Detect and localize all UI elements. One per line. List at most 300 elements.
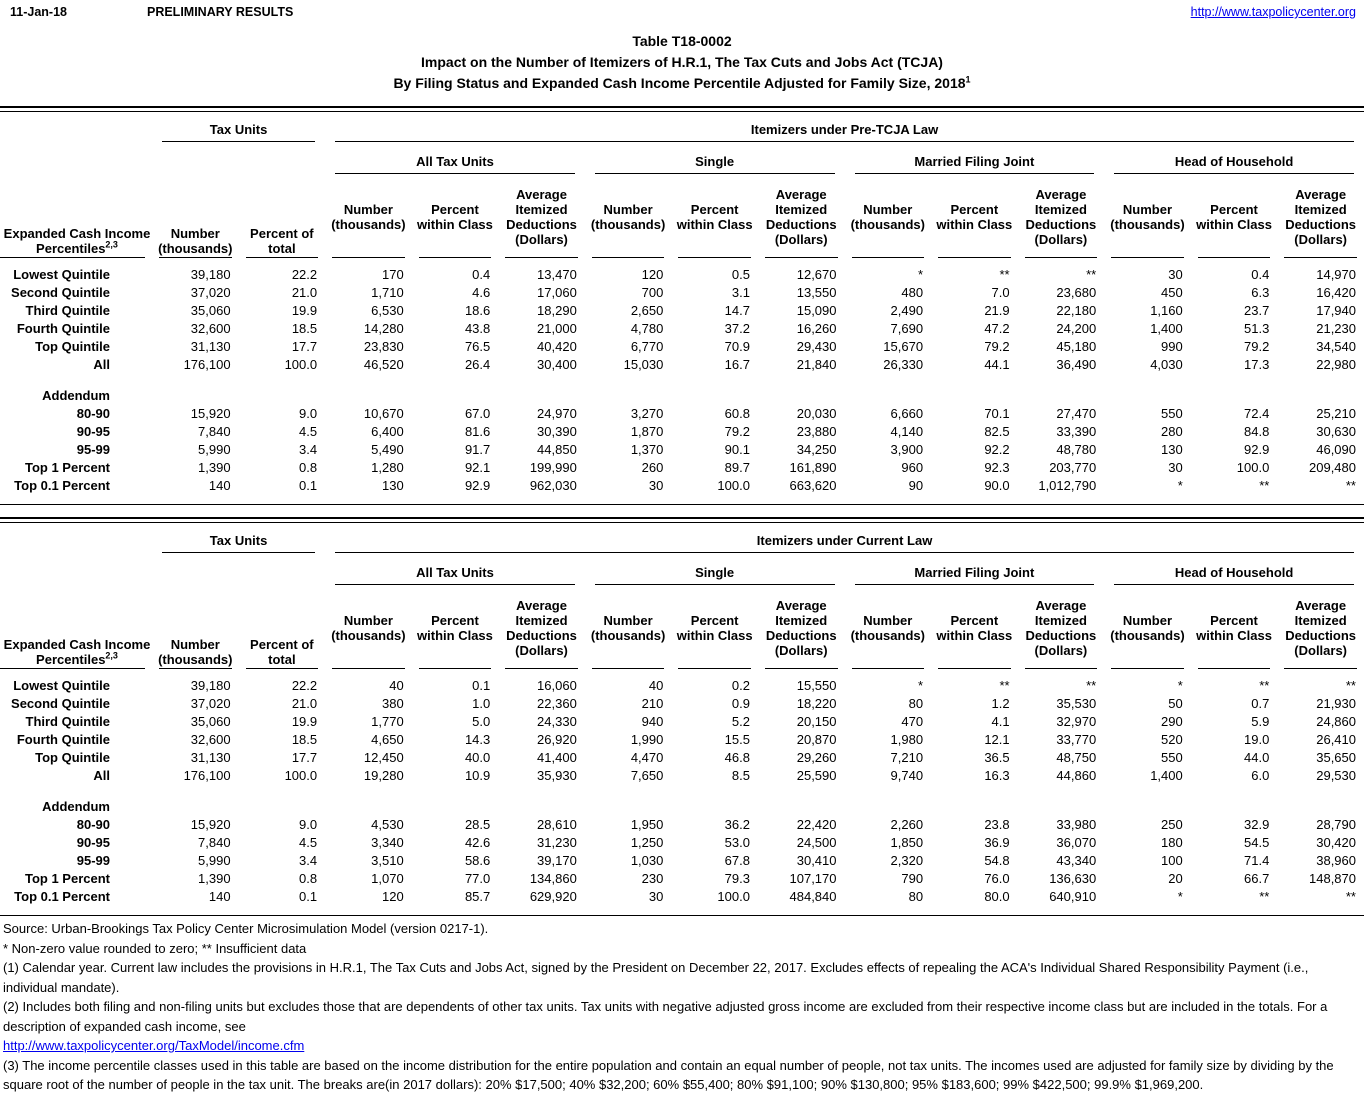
table-cell: 130 (1161, 442, 1183, 457)
table-cell: 23.8 (984, 817, 1010, 832)
table-cell: 7,690 (890, 321, 924, 336)
table-cell: 37.2 (724, 321, 750, 336)
col-header-average-itemized-deductions: Average Itemized Deductions (Dollars) (1018, 587, 1105, 669)
table-cell: 44.0 (1244, 750, 1270, 765)
col-header-average-itemized-deductions: Average Itemized Deductions (Dollars) (758, 176, 845, 258)
table-row (0, 441, 1364, 459)
table-cell: 0.1 (472, 678, 491, 693)
table-cell: 21,230 (1316, 321, 1356, 336)
table-cell: 48,750 (1056, 750, 1097, 765)
table-cell: 1,400 (1150, 768, 1183, 783)
table-cell: ** (1259, 889, 1270, 904)
table-cell: 37,020 (190, 285, 231, 300)
table-cell: 3,510 (371, 853, 404, 868)
table-cell: 20,870 (796, 732, 837, 747)
table-cell: 44,860 (1056, 768, 1097, 783)
stub-header-line1: Expanded Cash Income (3, 226, 151, 241)
col-header-number: Number (thousands) (845, 587, 932, 669)
table-cell (931, 387, 1018, 405)
table-cell: 16,260 (796, 321, 837, 336)
table-cell: 72.4 (1244, 406, 1270, 421)
table-cell: 67.0 (464, 406, 491, 421)
col-header-percent-within-class: Percent within Class (1191, 587, 1278, 669)
col-header-percent-within-class: Percent within Class (931, 587, 1018, 669)
spacer-cell (0, 785, 1364, 798)
table-cell: 39,180 (190, 267, 231, 282)
group-header-head-of-household: Head of Household (1104, 144, 1364, 176)
row-label: Fourth Quintile (16, 321, 110, 336)
table-cell: 2,260 (890, 817, 924, 832)
table-cell: 3.4 (299, 442, 318, 457)
table-cell: 15,030 (623, 357, 664, 372)
table-cell: 16,420 (1316, 285, 1356, 300)
table-cell: 14,280 (363, 321, 404, 336)
table-cell: 30 (1168, 267, 1183, 282)
table-cell: 91.7 (464, 442, 491, 457)
table-cell: 209,480 (1309, 460, 1356, 475)
table-cell: 1,400 (1150, 321, 1183, 336)
table-cell: 4,030 (1150, 357, 1183, 372)
table-cell: 32,970 (1056, 714, 1097, 729)
table-cell: 79.2 (1244, 339, 1270, 354)
table-cell: 18,290 (537, 303, 577, 318)
table-cell: 33,390 (1056, 424, 1097, 439)
col-header-percent-of-total: Percent of total (239, 144, 326, 258)
table-cell: 18.6 (464, 303, 491, 318)
table-cell: 28.5 (464, 817, 491, 832)
table-cell: 22,180 (1056, 303, 1097, 318)
table-cell: 16.3 (984, 768, 1010, 783)
subgroup-header-row (0, 555, 1364, 587)
table-cell: 990 (1161, 339, 1183, 354)
table-cell: 32.9 (1244, 817, 1270, 832)
stub-footnote-marker: 2,3 (105, 239, 118, 250)
table-cell: 1.0 (472, 696, 491, 711)
table-cell: 45,180 (1056, 339, 1097, 354)
table-cell: 28,610 (537, 817, 577, 832)
table-cell (585, 798, 672, 816)
table-cell: 1,070 (371, 871, 404, 886)
table-cell: 0.5 (731, 267, 750, 282)
table-cell: 1,280 (371, 460, 404, 475)
table-cell: 15,550 (796, 678, 837, 693)
table-cell: 20,030 (796, 406, 837, 421)
table-cell: 2,320 (890, 853, 924, 868)
table-cell: 31,230 (537, 835, 577, 850)
table-cell: 480 (901, 285, 924, 300)
table-cell (1277, 387, 1364, 405)
table-cell: 92.3 (984, 460, 1010, 475)
table-cell: 84.8 (1244, 424, 1270, 439)
table-cell: 21,930 (1316, 696, 1356, 711)
table-cell: 26.4 (464, 357, 491, 372)
table-cell: 1,850 (890, 835, 924, 850)
table-cell: 100.0 (717, 889, 750, 904)
table-cell: 22,980 (1316, 357, 1356, 372)
table-cell: 13,550 (796, 285, 837, 300)
table-cell: 6,660 (890, 406, 924, 421)
table-cell: 3,270 (630, 406, 664, 421)
table-cell (931, 798, 1018, 816)
table-cell: 1,950 (630, 817, 664, 832)
tax-units-group-header: Tax Units (152, 112, 325, 144)
table-cell: 12,450 (363, 750, 404, 765)
col-header-number: Number (thousands) (585, 587, 672, 669)
table-cell: 134,860 (529, 871, 577, 886)
table-cell: 70.9 (724, 339, 750, 354)
col-header-average-itemized-deductions: Average Itemized Deductions (Dollars) (1277, 587, 1364, 669)
asterisk-note: * Non-zero value rounded to zero; ** Insufficient data (3, 940, 307, 956)
table-cell (585, 387, 672, 405)
table-cell: * (1177, 889, 1183, 904)
table-cell: 1,710 (371, 285, 404, 300)
table-cell: ** (1259, 678, 1270, 693)
taxpolicycenter-link[interactable]: http://www.taxpolicycenter.org (1190, 5, 1356, 19)
table-cell: 82.5 (984, 424, 1010, 439)
table-cell: 0.8 (299, 871, 318, 886)
table-cell: 67.8 (724, 853, 750, 868)
table-cell: 23.7 (1244, 303, 1270, 318)
table-cell: 550 (1161, 750, 1183, 765)
table-cell: 0.8 (299, 460, 318, 475)
table-cell: 30,400 (537, 357, 577, 372)
table-cell: 19.9 (291, 714, 318, 729)
table-cell: 79.2 (984, 339, 1010, 354)
table-cell: 25,210 (1316, 406, 1356, 421)
law-group-header: Itemizers under Current Law (325, 523, 1364, 555)
table-cell: 41,400 (537, 750, 577, 765)
table-cell: 470 (901, 714, 924, 729)
col-header-average-itemized-deductions: Average Itemized Deductions (Dollars) (498, 176, 585, 258)
table-cell: 199,990 (529, 460, 577, 475)
table-cell: 66.7 (1244, 871, 1270, 886)
table-cell: 43.8 (464, 321, 491, 336)
table-cell: 60.8 (724, 406, 750, 421)
table-cell: 29,260 (796, 750, 837, 765)
spacer-row (0, 785, 1364, 798)
table-cell: 25,590 (796, 768, 837, 783)
table-cell: 51.3 (1244, 321, 1270, 336)
table-cell: 962,030 (529, 478, 577, 493)
table-cell (1104, 387, 1191, 405)
table-cell: 44.1 (984, 357, 1010, 372)
col-header-tax-units-number: Number (thousands) (152, 555, 239, 669)
table-cell: 176,100 (183, 357, 231, 372)
table-cell: 35,930 (537, 768, 577, 783)
table-cell: 120 (641, 267, 664, 282)
table-cell: 22.2 (291, 267, 318, 282)
table-cell: 380 (381, 696, 404, 711)
group-header-row (0, 523, 1364, 555)
table-cell (412, 798, 499, 816)
table-cell: 39,180 (190, 678, 231, 693)
table-cell: 31,130 (190, 750, 231, 765)
table-cell: 230 (641, 871, 664, 886)
row-label: Top 0.1 Percent (14, 478, 110, 493)
table-cell: 23,830 (363, 339, 404, 354)
table-cell: 90.0 (984, 478, 1010, 493)
table-cell: 35,060 (190, 303, 231, 318)
table-cell (412, 387, 499, 405)
col-header-number: Number (thousands) (845, 176, 932, 258)
table-row (0, 477, 1364, 505)
group-header-row (0, 112, 1364, 144)
table-cell: 30,420 (1316, 835, 1356, 850)
group-header-all-tax-units: All Tax Units (325, 555, 585, 587)
stub-header-line2: Percentiles$^{2,3}$ (36, 239, 118, 256)
table-cell: 27,470 (1056, 406, 1097, 421)
table-cell: 1,990 (630, 732, 664, 747)
current-law-table (0, 523, 1364, 916)
table-cell: 44,850 (537, 442, 577, 457)
table-cell (152, 387, 239, 405)
table-cell: 13,470 (537, 267, 577, 282)
table-cell: 5.9 (1251, 714, 1270, 729)
table-cell: 0.2 (731, 678, 750, 693)
table-cell: 100.0 (717, 478, 750, 493)
table-cell: 14.7 (724, 303, 750, 318)
table-cell (1104, 798, 1191, 816)
table-cell: 290 (1161, 714, 1183, 729)
table-cell: 176,100 (183, 768, 231, 783)
table-cell: 17.3 (1244, 357, 1270, 372)
footnotes (0, 916, 1364, 1109)
row-label: Top 0.1 Percent (14, 889, 110, 904)
footnote-2: (2) Includes both filing and non-filing units but excludes those that are dependents of other tax units. Tax units with negative adjusted gross income are excluded from their respective income class but are included in the totals. For a description of expanded cash income, see (3, 999, 1328, 1034)
row-label: All (93, 357, 110, 372)
table-cell: 30 (648, 889, 664, 904)
table-cell: 520 (1161, 732, 1183, 747)
table-cell: 76.0 (984, 871, 1010, 886)
table-cell: 40 (648, 678, 664, 693)
table-cell: 19.9 (291, 303, 318, 318)
table-cell: 17.7 (291, 339, 318, 354)
spacer-cell (0, 374, 1364, 387)
table-cell: 210 (641, 696, 664, 711)
table-cell: 5,990 (198, 442, 231, 457)
table-cell: 22.2 (291, 678, 318, 693)
table-cell: 161,890 (789, 460, 837, 475)
table-cell: 16.7 (724, 357, 750, 372)
table-row (0, 834, 1364, 852)
table-cell: 28,790 (1316, 817, 1356, 832)
table-cell: 79.2 (724, 424, 750, 439)
table-cell: 36.9 (984, 835, 1010, 850)
tax-units-group-header: Tax Units (152, 523, 325, 555)
row-label: Second Quintile (11, 696, 110, 711)
table-cell: 120 (381, 889, 404, 904)
table-cell: 700 (641, 285, 664, 300)
table-cell: 5,990 (198, 853, 231, 868)
table-cell: 9.0 (299, 817, 318, 832)
table-cell: ** (1345, 678, 1356, 693)
table-cell: 22,360 (537, 696, 577, 711)
table-row (0, 405, 1364, 423)
table-cell: 38,960 (1316, 853, 1356, 868)
col-header-percent-within-class: Percent within Class (671, 176, 758, 258)
row-label: Third Quintile (25, 714, 110, 729)
table-row (0, 356, 1364, 374)
table-cell: 19,280 (363, 768, 404, 783)
row-label: 90-95 (76, 835, 110, 850)
table-cell: 3.1 (731, 285, 750, 300)
table-cell: * (1177, 678, 1183, 693)
table-cell: 4,530 (371, 817, 404, 832)
col-header-percent-within-class: Percent within Class (671, 587, 758, 669)
row-label: Fourth Quintile (16, 732, 110, 747)
table-cell (845, 387, 932, 405)
table-cell: 2,490 (890, 303, 924, 318)
table-cell: 90 (908, 478, 924, 493)
table-cell: 35,060 (190, 714, 231, 729)
table-cell: 3,340 (371, 835, 404, 850)
income-definition-link[interactable]: http://www.taxpolicycenter.org/TaxModel/income.cfm (3, 1038, 305, 1053)
table-cell (498, 387, 585, 405)
source-note: Source: Urban-Brookings Tax Policy Center Microsimulation Model (version 0217-1). (3, 921, 489, 936)
table-cell: 14.3 (464, 732, 491, 747)
table-cell: 85.7 (464, 889, 491, 904)
law-group-header: Itemizers under Pre-TCJA Law (325, 112, 1364, 144)
table-cell: 0.1 (299, 478, 318, 493)
table-row (0, 302, 1364, 320)
stub-header-line1: Expanded Cash Income (3, 637, 151, 652)
row-label: Top Quintile (35, 339, 110, 354)
table-cell: 36,490 (1056, 357, 1097, 372)
table-cell: 54.5 (1244, 835, 1270, 850)
table-cell (152, 798, 239, 816)
row-label: Lowest Quintile (13, 678, 110, 693)
table-cell: 260 (641, 460, 664, 475)
table-cell: 0.4 (472, 267, 491, 282)
table-cell: 26,410 (1316, 732, 1356, 747)
table-cell: 30 (1168, 460, 1183, 475)
group-header-all-tax-units: All Tax Units (325, 144, 585, 176)
table-cell: 70.1 (984, 406, 1010, 421)
top-meta-bar (0, 0, 1364, 19)
table-cell: 46,090 (1316, 442, 1356, 457)
table-cell (325, 798, 412, 816)
row-label: 95-99 (76, 853, 110, 868)
col-header-percent-within-class: Percent within Class (412, 176, 499, 258)
table-cell: 7.0 (991, 285, 1010, 300)
pre-tcja-table (0, 112, 1364, 505)
table-cell: * (918, 267, 924, 282)
table-cell: 180 (1161, 835, 1183, 850)
table-cell: 21.9 (984, 303, 1010, 318)
table-cell (239, 798, 326, 816)
group-header-married-filing-joint: Married Filing Joint (845, 555, 1105, 587)
table-cell: 79.3 (724, 871, 750, 886)
table-cell: 1,870 (630, 424, 664, 439)
table-cell: 1,390 (198, 871, 231, 886)
table-cell: 92.1 (464, 460, 491, 475)
table-cell: 4.5 (299, 424, 318, 439)
table-cell: 6.3 (1251, 285, 1270, 300)
table-row (0, 459, 1364, 477)
table-cell: * (918, 678, 924, 693)
table-cell: 1,250 (630, 835, 664, 850)
table-cell (239, 387, 326, 405)
table-cell: 100 (1161, 853, 1183, 868)
table-cell: 42.6 (464, 835, 491, 850)
col-header-number: Number (thousands) (325, 587, 412, 669)
table-cell (671, 387, 758, 405)
group-header-married-filing-joint: Married Filing Joint (845, 144, 1105, 176)
table-row (0, 258, 1364, 284)
table-cell: 18.5 (291, 732, 318, 747)
current-law-table-section (0, 517, 1364, 916)
table-cell: 24,200 (1056, 321, 1097, 336)
table-cell (845, 798, 932, 816)
table-cell: 15,920 (190, 817, 231, 832)
table-cell: 80.0 (984, 889, 1010, 904)
group-header-single: Single (585, 144, 845, 176)
table-title-line2: Impact on the Number of Itemizers of H.R.1, The Tax Cuts and Jobs Act (TCJA) (421, 54, 943, 70)
table-cell: 50 (1168, 696, 1183, 711)
table-cell: 148,870 (1309, 871, 1356, 886)
table-cell: 30,390 (537, 424, 577, 439)
table-cell: 0.9 (731, 696, 750, 711)
col-header-average-itemized-deductions: Average Itemized Deductions (Dollars) (498, 587, 585, 669)
table-cell: 10.9 (464, 768, 491, 783)
table-cell: 3.4 (299, 853, 318, 868)
table-cell: 0.7 (1251, 696, 1270, 711)
col-header-percent-within-class: Percent within Class (1191, 176, 1278, 258)
table-cell: 1,160 (1150, 303, 1183, 318)
table-cell: ** (1259, 478, 1270, 493)
table-cell: 100.0 (1236, 460, 1270, 475)
table-row (0, 749, 1364, 767)
col-header-number: Number (thousands) (1104, 176, 1191, 258)
table-cell: 7,840 (198, 424, 231, 439)
table-cell: 9,740 (890, 768, 924, 783)
table-cell: 16,060 (537, 678, 577, 693)
table-cell: 5.0 (472, 714, 491, 729)
table-cell: 35,530 (1056, 696, 1097, 711)
table-cell: 15,090 (796, 303, 837, 318)
table-cell: 58.6 (464, 853, 491, 868)
table-cell: 100.0 (284, 357, 318, 372)
table-cell: 89.7 (724, 460, 750, 475)
table-cell: ** (1345, 478, 1356, 493)
table-cell: 8.5 (731, 768, 750, 783)
table-row (0, 888, 1364, 916)
title-footnote-marker: 1 (965, 74, 971, 85)
table-cell: 484,840 (789, 889, 837, 904)
table-cell: 23,680 (1056, 285, 1097, 300)
table-row (0, 870, 1364, 888)
table-cell: 6,530 (371, 303, 404, 318)
table-cell: 790 (901, 871, 924, 886)
table-cell: 46,520 (363, 357, 404, 372)
table-row (0, 816, 1364, 834)
col-header-number: Number (thousands) (585, 176, 672, 258)
table-cell: 17,940 (1316, 303, 1356, 318)
table-cell: 15.5 (724, 732, 750, 747)
table-cell: 4,650 (371, 732, 404, 747)
table-cell (1018, 387, 1105, 405)
row-label: Addendum (42, 799, 110, 814)
table-cell: 7,650 (630, 768, 664, 783)
table-cell: 24,330 (537, 714, 577, 729)
table-cell: 140 (208, 889, 231, 904)
table-cell: 36.2 (724, 817, 750, 832)
row-label: 90-95 (76, 424, 110, 439)
table-cell: 663,620 (789, 478, 837, 493)
table-cell: 17,060 (537, 285, 577, 300)
table-cell: 43,340 (1056, 853, 1097, 868)
table-cell (498, 798, 585, 816)
